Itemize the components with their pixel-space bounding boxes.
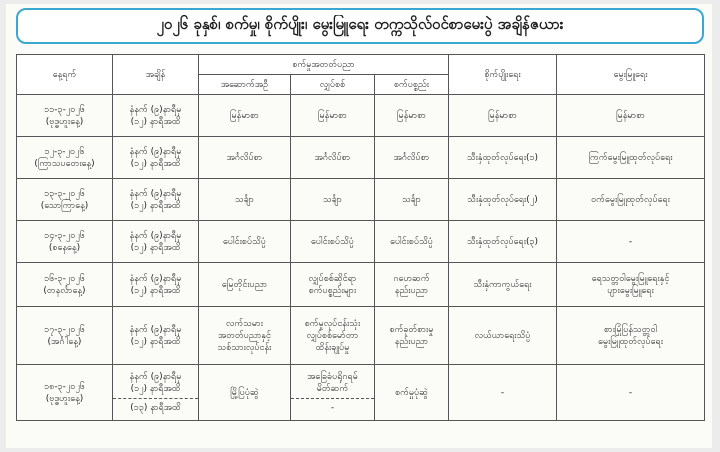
- cell-time-split: [113, 365, 199, 421]
- cell-date: ၁၇-၃-၂၀၂၆ (အင်္ဂါနေ့): [17, 307, 113, 365]
- header-agriculture: စိုက်ပျိုးရေး: [449, 55, 557, 95]
- cell-time: နံနက် (၉)နာရီမှ (၁၂) နာရီအထိ: [113, 263, 199, 307]
- header-electrical: လျှပ်စစ်: [291, 75, 375, 95]
- title-banner: [16, 8, 704, 44]
- cell-construction: လက်သမား အတတ်ပညာနှင့် သစ်သားလုပ်ငန်း: [199, 307, 291, 365]
- header-construction: အဆောက်အဦ: [199, 75, 291, 95]
- header-time: အချိန်: [113, 55, 199, 95]
- cell-date: ၁၁-၃-၂၀၂၆ (ဗုဒ္ဓဟူးနေ့): [17, 95, 113, 137]
- cell-electrical: စက်မှုလုပ်ငန်းသုံး လျှပ်စစ်မော်တာ ထိန်းချုပ်မှု: [291, 307, 375, 365]
- cell-construction: မြို့ပြပုံဆွဲ: [199, 365, 291, 421]
- table-row: [17, 179, 705, 221]
- cell-electrical: အင်္ဂလိပ်စာ: [291, 137, 375, 179]
- cell-mechanical: ပေါင်းစပ်သိပ္ပံ: [375, 221, 449, 263]
- cell-date: ၁၂-၃-၂၀၂၆ (ကြာသပတေးနေ့): [17, 137, 113, 179]
- table-row: [17, 307, 705, 365]
- cell-construction: ပေါင်းစပ်သိပ္ပံ: [199, 221, 291, 263]
- cell-agriculture: လယ်ယာရေးသိပ္ပံ: [449, 307, 557, 365]
- cell-livestock: -: [557, 365, 705, 421]
- cell-electrical-split: [291, 365, 375, 421]
- cell-construction: အင်္ဂလိပ်စာ: [199, 137, 291, 179]
- header-mechanical: စက်ပစ္စည်း: [375, 75, 449, 95]
- cell-mechanical: မြန်မာစာ: [375, 95, 449, 137]
- cell-livestock: မြန်မာစာ: [557, 95, 705, 137]
- cell-livestock: ကြက်မွေးမြူထုတ်လုပ်ရေး: [557, 137, 705, 179]
- table-row: [17, 95, 705, 137]
- page-title: ၂၀၂၆ ခုနှစ်၊ စက်မှု၊ စိုက်ပျိုး၊ မွေးမြူရေး တက္ကသိုလ်ဝင်စာမေးပွဲ အချိန်ဇယား: [156, 15, 564, 33]
- cell-time: နံနက် (၉)နာရီမှ (၁၂) နာရီအထိ: [113, 179, 199, 221]
- cell-livestock: -: [557, 221, 705, 263]
- cell-construction: သင်္ချာ: [199, 179, 291, 221]
- cell-time: နံနက် (၉)နာရီမှ (၁၂) နာရီအထိ: [113, 95, 199, 137]
- cell-time: နံနက် (၉)နာရီမှ (၁၂) နာရီအထိ: [113, 221, 199, 263]
- cell-livestock: ဝက်မွေးမြူထုတ်လုပ်ရေး: [557, 179, 705, 221]
- table-row: [17, 221, 705, 263]
- cell-mechanical: စက်မှုပုံဆွဲ: [375, 365, 449, 421]
- cell-electrical: လျှပ်စစ်ဆိုင်ရာ စက်ပစ္စည်းများ: [291, 263, 375, 307]
- cell-agriculture: သီးနှံထုတ်လုပ်ရေး(၃): [449, 221, 557, 263]
- exam-schedule-page: [6, 4, 712, 448]
- cell-mechanical: ဂဟေဆက် နည်းပညာ: [375, 263, 449, 307]
- cell-agriculture: သီးနှံထုတ်လုပ်ရေး(၂): [449, 179, 557, 221]
- table-row: [17, 263, 705, 307]
- table-row: [17, 365, 705, 421]
- cell-electrical: သင်္ချာ: [291, 179, 375, 221]
- cell-time: နံနက် (၉)နာရီမှ (၁၂) နာရီအထိ: [113, 307, 199, 365]
- cell-time: နံနက် (၉)နာရီမှ (၁၂) နာရီအထိ: [129, 371, 182, 394]
- cell-date: ၁၄-၃-၂၀၂၆ (စနေနေ့): [17, 221, 113, 263]
- cell-electrical: မြန်မာစာ: [291, 95, 375, 137]
- cell-time-extra: (၁၃) နာရီအထိ: [113, 398, 198, 417]
- cell-date: ၁၈-၃-၂၀၂၆ (ဗုဒ္ဓဟူးနေ့): [17, 365, 113, 421]
- cell-agriculture: မြန်မာစာ: [449, 95, 557, 137]
- header-livestock: မွေးမြူရေး: [557, 55, 705, 95]
- cell-mechanical: အင်္ဂလိပ်စာ: [375, 137, 449, 179]
- cell-construction: မြန်မာစာ: [199, 95, 291, 137]
- table-row: [17, 137, 705, 179]
- header-date: နေ့ရက်: [17, 55, 113, 95]
- cell-date: ၁၆-၃-၂၀၂၆ (တနင်္လာနေ့): [17, 263, 113, 307]
- header-industry: စက်မှုအတတ်ပညာ: [199, 55, 449, 75]
- cell-agriculture: -: [449, 365, 557, 421]
- schedule-table: [16, 54, 705, 421]
- cell-electrical: အခြေခံပရိုဂရမ် မိတ်ဆက်: [307, 371, 358, 394]
- cell-time: နံနက် (၉)နာရီမှ (၁၂) နာရီအထိ: [113, 137, 199, 179]
- cell-livestock: ရေသတ္တဝါမွေးမြူရေးနှင့် ပျားမွေးမြူရေး: [557, 263, 705, 307]
- cell-electrical-extra: -: [291, 398, 374, 417]
- cell-livestock: စားမြုံပြန်သတ္တဝါ မွေးမြူထုတ်လုပ်ရေး: [557, 307, 705, 365]
- cell-mechanical: သင်္ချာ: [375, 179, 449, 221]
- cell-electrical: ပေါင်းစပ်သိပ္ပံ: [291, 221, 375, 263]
- cell-construction: မြေတိုင်းပညာ: [199, 263, 291, 307]
- cell-date: ၁၃-၃-၂၀၂၆ (သောကြာနေ့): [17, 179, 113, 221]
- cell-agriculture: သီးနှံထုတ်လုပ်ရေး(၁): [449, 137, 557, 179]
- cell-agriculture: သီးနှံကာကွယ်ရေး: [449, 263, 557, 307]
- cell-mechanical: စက်ခုတ်စားမှု နည်းပညာ: [375, 307, 449, 365]
